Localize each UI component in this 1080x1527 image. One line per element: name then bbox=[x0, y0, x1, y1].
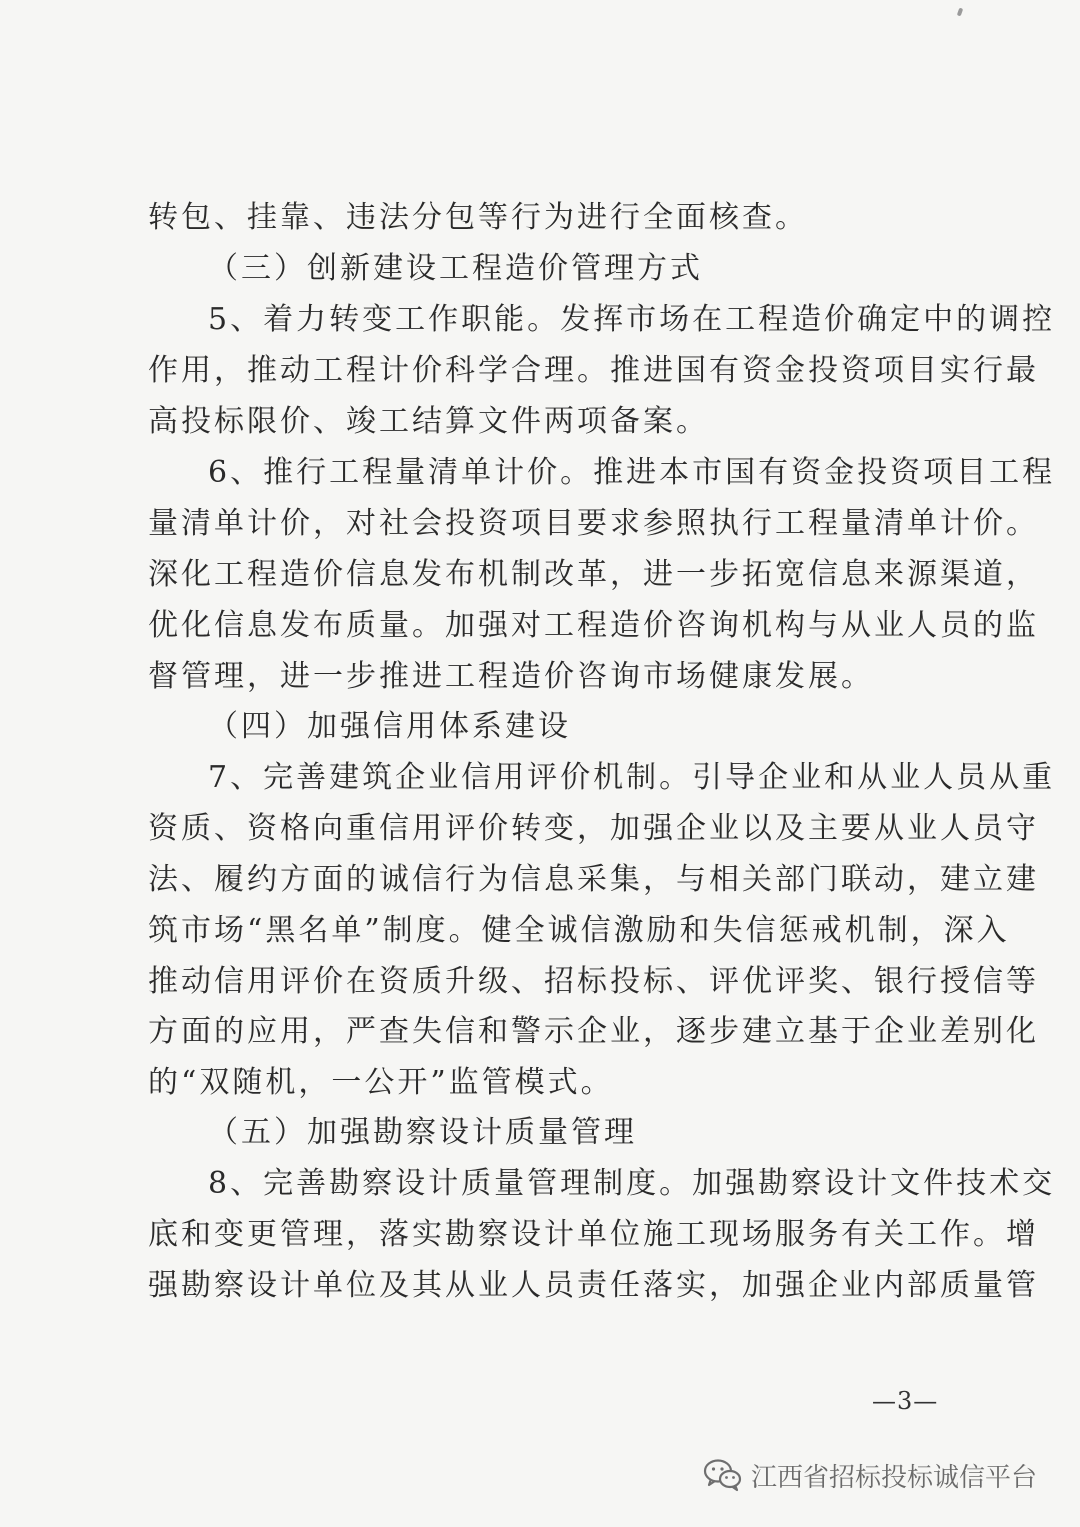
body-line: 底和变更管理，落实勘察设计单位施工现场服务有关工作。增 bbox=[148, 1217, 1039, 1252]
body-line: 优化信息发布质量。加强对工程造价咨询机构与从业人员的监 bbox=[148, 608, 1039, 643]
section-heading-3: （三）创新建设工程造价管理方式 bbox=[208, 251, 703, 286]
paragraph-7-start: 7、完善建筑企业信用评价机制。引导企业和从业人员从重 bbox=[208, 760, 1056, 795]
body-line: 作用，推动工程计价科学合理。推进国有资金投资项目实行最 bbox=[148, 353, 1039, 388]
body-line: 的“双随机，一公开”监管模式。 bbox=[148, 1065, 614, 1100]
body-line: 督管理，进一步推进工程造价咨询市场健康发展。 bbox=[148, 659, 874, 694]
wechat-icon bbox=[703, 1458, 743, 1492]
body-line: 转包、挂靠、违法分包等行为进行全面核查。 bbox=[148, 200, 808, 235]
body-line: 法、履约方面的诚信行为信息采集，与相关部门联动，建立建 bbox=[148, 862, 1039, 897]
body-line: 推动信用评价在资质升级、招标投标、评优评奖、银行授信等 bbox=[148, 964, 1039, 999]
scan-speck bbox=[957, 8, 963, 17]
body-line: 强勘察设计单位及其从业人员责任落实，加强企业内部质量管 bbox=[148, 1268, 1039, 1303]
body-line: 资质、资格向重信用评价转变，加强企业以及主要从业人员守 bbox=[148, 811, 1039, 846]
body-line: 高投标限价、竣工结算文件两项备案。 bbox=[148, 404, 709, 439]
paragraph-8-start: 8、完善勘察设计质量管理制度。加强勘察设计文件技术交 bbox=[208, 1166, 1056, 1201]
section-heading-4: （四）加强信用体系建设 bbox=[208, 709, 571, 744]
page-number: —3— bbox=[872, 1387, 939, 1415]
watermark bbox=[703, 1453, 1037, 1497]
body-line: 筑市场“黑名单”制度。健全诚信激励和失信惩戒机制，深入 bbox=[148, 913, 1010, 948]
body-line: 方面的应用，严查失信和警示企业，逐步建立基于企业差别化 bbox=[148, 1014, 1039, 1049]
section-heading-5: （五）加强勘察设计质量管理 bbox=[208, 1115, 637, 1150]
paragraph-6-start: 6、推行工程量清单计价。推进本市国有资金投资项目工程 bbox=[208, 455, 1056, 490]
body-line: 深化工程造价信息发布机制改革，进一步拓宽信息来源渠道， bbox=[148, 557, 1039, 592]
body-line: 量清单计价，对社会投资项目要求参照执行工程量清单计价。 bbox=[148, 506, 1039, 541]
paragraph-5-start: 5、着力转变工作职能。发挥市场在工程造价确定中的调控 bbox=[208, 302, 1056, 337]
watermark-text: 江西省招标投标诚信平台 bbox=[751, 1462, 1038, 1493]
